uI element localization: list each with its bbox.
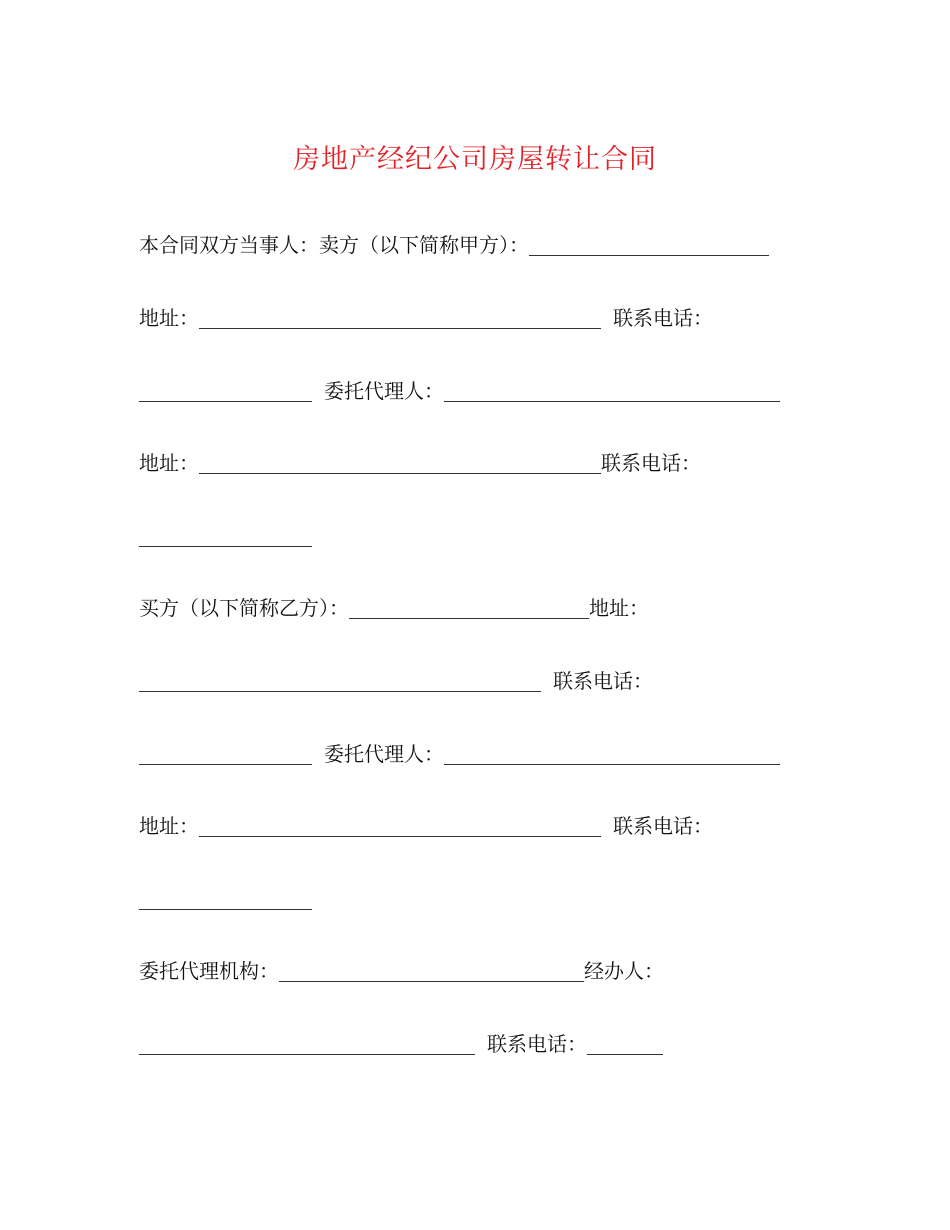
buyer-agent-blank[interactable] <box>444 742 780 765</box>
buyer-agent-line <box>139 739 780 769</box>
seller-phone-blank[interactable] <box>139 379 312 402</box>
seller-name-blank[interactable] <box>529 233 769 256</box>
agency-blank[interactable] <box>279 959 584 982</box>
buyer-line <box>139 593 649 623</box>
seller-agent-line <box>139 376 780 406</box>
handler-phone-label: 联系电话： <box>487 1032 587 1056</box>
buyer-agent-address-blank[interactable] <box>199 814 601 837</box>
buyer-agent-phone-label: 联系电话： <box>613 814 713 838</box>
buyer-name-blank[interactable] <box>349 596 589 619</box>
seller-label: 本合同双方当事人：卖方（以下简称甲方）： <box>139 233 529 257</box>
buyer-address-blank[interactable] <box>139 669 541 692</box>
handler-phone-blank[interactable] <box>587 1032 663 1055</box>
handler-blank[interactable] <box>139 1032 475 1055</box>
buyer-address-label: 地址： <box>589 596 649 620</box>
seller-agent-phone-label: 联系电话： <box>601 451 701 475</box>
buyer-agent-address-line <box>139 811 713 841</box>
agency-line <box>139 956 664 986</box>
seller-address-line <box>139 303 713 333</box>
buyer-address-line <box>139 666 653 696</box>
agency-label: 委托代理机构： <box>139 959 279 983</box>
seller-agent-address-line <box>139 448 701 478</box>
seller-agent-phone-line <box>139 521 312 551</box>
buyer-agent-label: 委托代理人： <box>324 742 444 766</box>
seller-address-blank[interactable] <box>199 306 601 329</box>
buyer-label: 买方（以下简称乙方）： <box>139 596 349 620</box>
buyer-phone-blank[interactable] <box>139 742 312 765</box>
buyer-phone-label: 联系电话： <box>553 669 653 693</box>
buyer-agent-phone-blank[interactable] <box>139 887 312 910</box>
seller-address-label: 地址： <box>139 306 199 330</box>
seller-agent-address-label: 地址： <box>139 451 199 475</box>
seller-agent-label: 委托代理人： <box>324 379 444 403</box>
seller-agent-blank[interactable] <box>444 379 780 402</box>
seller-agent-address-blank[interactable] <box>199 451 601 474</box>
seller-agent-phone-blank[interactable] <box>139 524 312 547</box>
seller-phone-label: 联系电话： <box>613 306 713 330</box>
buyer-agent-address-label: 地址： <box>139 814 199 838</box>
seller-line <box>139 230 769 260</box>
document-title: 房地产经纪公司房屋转让合同 <box>293 144 657 175</box>
buyer-agent-phone-line <box>139 884 312 914</box>
handler-label: 经办人： <box>584 959 664 983</box>
handler-phone-line <box>139 1029 663 1059</box>
